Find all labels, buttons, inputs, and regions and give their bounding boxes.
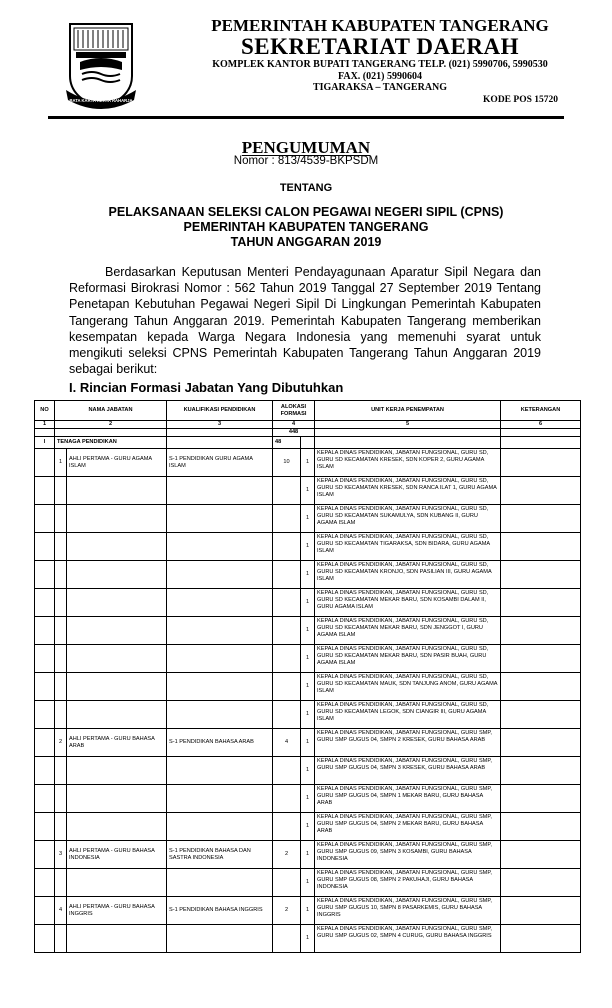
row-keterangan	[501, 477, 581, 505]
row-no	[35, 477, 55, 505]
row-alokasi-total	[273, 757, 301, 785]
row-keterangan	[501, 449, 581, 477]
announcement-tentang: TENTANG	[279, 182, 333, 194]
row-nama-jabatan: AHLI PERTAMA - GURU AGAMA ISLAM	[67, 449, 167, 477]
row-keterangan	[501, 589, 581, 617]
row-no	[35, 673, 55, 701]
row-keterangan	[501, 729, 581, 757]
row-nama-jabatan	[67, 757, 167, 785]
row-unit-kerja: KEPALA DINAS PENDIDIKAN, JABATAN FUNGSIONAL, GURU SMP, GURU SMP GUGUS 09, SMPN 3 KOSAMBI, GURU BAHASA INDONESIA	[315, 841, 501, 869]
row-kualifikasi	[167, 925, 273, 953]
kode-pos: KODE POS 15720	[483, 95, 558, 105]
row-no	[35, 813, 55, 841]
header-keterangan: KETERANGAN	[501, 401, 581, 421]
col-number: 5	[315, 421, 501, 429]
col-number: 1	[35, 421, 55, 429]
row-alokasi: 1	[301, 505, 315, 533]
row-nama-jabatan	[67, 533, 167, 561]
section-count: 48	[273, 437, 301, 449]
row-alokasi: 1	[301, 449, 315, 477]
row-no	[35, 449, 55, 477]
table-row	[35, 449, 581, 477]
row-alokasi-total	[273, 617, 301, 645]
row-alokasi-total	[273, 673, 301, 701]
row-alokasi: 1	[301, 925, 315, 953]
header-alokasi: ALOKASI FORMASI	[273, 401, 315, 421]
subject-line-3: TAHUN ANGGARAN 2019	[230, 235, 382, 249]
row-keterangan	[501, 701, 581, 729]
section-name: TENAGA PENDIDIKAN	[55, 437, 167, 449]
row-keterangan	[501, 757, 581, 785]
row-keterangan	[501, 785, 581, 813]
row-kualifikasi	[167, 561, 273, 589]
row-no	[35, 869, 55, 897]
row-kualifikasi	[167, 505, 273, 533]
letterhead-address: KOMPLEK KANTOR BUPATI TANGERANG TELP. (021) 5990706, 5990530	[212, 59, 548, 70]
row-alokasi-total	[273, 561, 301, 589]
row-nama-jabatan	[67, 645, 167, 673]
row-kualifikasi	[167, 617, 273, 645]
row-nama-jabatan: AHLI PERTAMA - GURU BAHASA INGGRIS	[67, 897, 167, 925]
row-alokasi-total	[273, 785, 301, 813]
table-row	[35, 729, 581, 757]
table-row	[35, 505, 581, 533]
row-sub-number	[55, 533, 67, 561]
row-keterangan	[501, 673, 581, 701]
row-sub-number: 2	[55, 729, 67, 757]
row-unit-kerja: KEPALA DINAS PENDIDIKAN, JABATAN FUNGSIONAL, GURU SMP, GURU SMP GUGUS 04, SMPN 3 KRESEK, GURU BAHASA ARAB	[315, 757, 501, 785]
row-alokasi: 1	[301, 477, 315, 505]
row-no	[35, 757, 55, 785]
row-unit-kerja: KEPALA DINAS PENDIDIKAN, JABATAN FUNGSIONAL, GURU SD, GURU SD KECAMATAN KRONJO, SDN PASILIAN III, GURU AGAMA ISLAM	[315, 561, 501, 589]
table-row	[35, 897, 581, 925]
col-number: 3	[167, 421, 273, 429]
row-kualifikasi	[167, 533, 273, 561]
table-row	[35, 477, 581, 505]
row-alokasi-total: 10	[273, 449, 301, 477]
table-row	[35, 785, 581, 813]
row-no	[35, 701, 55, 729]
row-unit-kerja: KEPALA DINAS PENDIDIKAN, JABATAN FUNGSIONAL, GURU SD, GURU SD KECAMATAN MEKAR BARU, SDN PASIR BUAH, GURU AGAMA ISLAM	[315, 645, 501, 673]
row-nama-jabatan: AHLI PERTAMA - GURU BAHASA INDONESIA	[67, 841, 167, 869]
row-nama-jabatan	[67, 673, 167, 701]
letterhead-fax: FAX. (021) 5990604	[338, 71, 422, 82]
announcement-title: PENGUMUMAN	[241, 138, 371, 157]
row-kualifikasi: S-1 PENDIDIKAN BAHASA DAN SASTRA INDONESIA	[167, 841, 273, 869]
row-sub-number	[55, 869, 67, 897]
row-no	[35, 617, 55, 645]
row-alokasi: 1	[301, 869, 315, 897]
row-no	[35, 785, 55, 813]
row-sub-number	[55, 561, 67, 589]
table-row	[35, 589, 581, 617]
row-unit-kerja: KEPALA DINAS PENDIDIKAN, JABATAN FUNGSIONAL, GURU SD, GURU SD KECAMATAN TIGARAKSA, SDN BIDARA, GURU AGAMA ISLAM	[315, 533, 501, 561]
row-nama-jabatan	[67, 869, 167, 897]
subject-line-2: PEMERINTAH KABUPATEN TANGERANG	[183, 220, 429, 234]
col-number: 6	[501, 421, 581, 429]
table-row	[35, 841, 581, 869]
formation-table	[34, 400, 580, 953]
kabupaten-tangerang-logo	[62, 20, 140, 110]
row-sub-number	[55, 645, 67, 673]
announcement-number: Nomor : 813/4539-BKPSDM	[233, 155, 379, 167]
row-alokasi: 1	[301, 617, 315, 645]
table-row	[35, 533, 581, 561]
row-sub-number	[55, 785, 67, 813]
svg-text:BATA KARTA KERTA RAHARJA: BATA KARTA KERTA RAHARJA	[69, 98, 133, 103]
header-unit-kerja: UNIT KERJA PENEMPATAN	[315, 401, 501, 421]
row-unit-kerja: KEPALA DINAS PENDIDIKAN, JABATAN FUNGSIONAL, GURU SD, GURU SD KECAMATAN LEGOK, SDN CIANGIR III, GURU AGAMA ISLAM	[315, 701, 501, 729]
row-sub-number	[55, 589, 67, 617]
row-unit-kerja: KEPALA DINAS PENDIDIKAN, JABATAN FUNGSIONAL, GURU SMP, GURU SMP GUGUS 04, SMPN 2 MEKAR BARU, GURU BAHASA ARAB	[315, 813, 501, 841]
row-sub-number	[55, 813, 67, 841]
row-unit-kerja: KEPALA DINAS PENDIDIKAN, JABATAN FUNGSIONAL, GURU SMP, GURU SMP GUGUS 02, SMPN 4 CURUG, GURU BAHASA INGGRIS	[315, 925, 501, 953]
row-alokasi: 1	[301, 897, 315, 925]
letterhead-line2: SEKRETARIAT DAERAH	[240, 34, 520, 59]
row-no	[35, 729, 55, 757]
row-nama-jabatan	[67, 477, 167, 505]
row-sub-number: 3	[55, 841, 67, 869]
row-alokasi: 1	[301, 589, 315, 617]
row-alokasi-total: 2	[273, 841, 301, 869]
row-nama-jabatan	[67, 813, 167, 841]
row-unit-kerja: KEPALA DINAS PENDIDIKAN, JABATAN FUNGSIONAL, GURU SMP, GURU SMP GUGUS 08, SMPN 2 PAKUHAJI, GURU BAHASA INDONESIA	[315, 869, 501, 897]
row-alokasi: 1	[301, 533, 315, 561]
row-unit-kerja: KEPALA DINAS PENDIDIKAN, JABATAN FUNGSIONAL, GURU SD, GURU SD KECAMATAN MAUK, SDN TANJUNG ANOM, GURU AGAMA ISLAM	[315, 673, 501, 701]
row-kualifikasi	[167, 477, 273, 505]
subject-line-1: PELAKSANAAN SELEKSI CALON PEGAWAI NEGERI SIPIL (CPNS)	[108, 205, 504, 219]
col-number: 4	[273, 421, 315, 429]
row-alokasi: 1	[301, 645, 315, 673]
letterhead-line1: PEMERINTAH KABUPATEN TANGERANG	[211, 16, 549, 35]
row-alokasi-total	[273, 701, 301, 729]
row-nama-jabatan	[67, 617, 167, 645]
row-no	[35, 925, 55, 953]
row-no	[35, 841, 55, 869]
row-alokasi: 1	[301, 813, 315, 841]
row-alokasi-total	[273, 589, 301, 617]
row-keterangan	[501, 925, 581, 953]
row-no	[35, 533, 55, 561]
row-unit-kerja: KEPALA DINAS PENDIDIKAN, JABATAN FUNGSIONAL, GURU SMP, GURU SMP GUGUS 10, SMPN 8 PASARKEMIS, GURU BAHASA INGGRIS	[315, 897, 501, 925]
row-sub-number	[55, 701, 67, 729]
header-divider	[48, 116, 564, 119]
row-no	[35, 505, 55, 533]
row-nama-jabatan	[67, 561, 167, 589]
row-kualifikasi: S-1 PENDIDIKAN BAHASA INGGRIS	[167, 897, 273, 925]
table-row	[35, 561, 581, 589]
table-row	[35, 617, 581, 645]
table-row	[35, 869, 581, 897]
row-sub-number: 1	[55, 449, 67, 477]
section-no: I	[35, 437, 55, 449]
row-sub-number	[55, 477, 67, 505]
total-formasi: 448	[273, 429, 315, 437]
row-kualifikasi	[167, 813, 273, 841]
row-nama-jabatan	[67, 701, 167, 729]
row-keterangan	[501, 561, 581, 589]
row-unit-kerja: KEPALA DINAS PENDIDIKAN, JABATAN FUNGSIONAL, GURU SD, GURU SD KECAMATAN MEKAR BARU, SDN KOSAMBI DALAM II, GURU AGAMA ISLAM	[315, 589, 501, 617]
row-nama-jabatan	[67, 785, 167, 813]
row-kualifikasi	[167, 757, 273, 785]
row-no	[35, 645, 55, 673]
row-sub-number	[55, 757, 67, 785]
row-sub-number	[55, 673, 67, 701]
row-no	[35, 897, 55, 925]
row-unit-kerja: KEPALA DINAS PENDIDIKAN, JABATAN FUNGSIONAL, GURU SD, GURU SD KECAMATAN MEKAR BARU, SDN JENGGOT I, GURU AGAMA ISLAM	[315, 617, 501, 645]
row-alokasi: 1	[301, 561, 315, 589]
row-alokasi-total	[273, 645, 301, 673]
row-keterangan	[501, 897, 581, 925]
table-row	[35, 925, 581, 953]
row-alokasi: 1	[301, 701, 315, 729]
row-alokasi-total	[273, 505, 301, 533]
row-no	[35, 561, 55, 589]
header-no: NO	[35, 401, 55, 421]
row-kualifikasi	[167, 645, 273, 673]
row-nama-jabatan: AHLI PERTAMA - GURU BAHASA ARAB	[67, 729, 167, 757]
row-alokasi: 1	[301, 785, 315, 813]
row-kualifikasi	[167, 701, 273, 729]
row-alokasi-total: 4	[273, 729, 301, 757]
table-row	[35, 757, 581, 785]
row-keterangan	[501, 813, 581, 841]
row-alokasi-total	[273, 925, 301, 953]
row-keterangan	[501, 533, 581, 561]
letterhead-city: TIGARAKSA – TANGERANG	[312, 82, 448, 93]
row-keterangan	[501, 841, 581, 869]
row-alokasi: 1	[301, 673, 315, 701]
header-kualifikasi: KUALIFIKASI PENDIDIKAN	[167, 401, 273, 421]
row-keterangan	[501, 505, 581, 533]
row-sub-number	[55, 617, 67, 645]
row-unit-kerja: KEPALA DINAS PENDIDIKAN, JABATAN FUNGSIONAL, GURU SMP, GURU SMP GUGUS 04, SMPN 1 MEKAR BARU, GURU BAHASA ARAB	[315, 785, 501, 813]
row-kualifikasi	[167, 869, 273, 897]
row-kualifikasi: S-1 PENDIDIKAN BAHASA ARAB	[167, 729, 273, 757]
row-unit-kerja: KEPALA DINAS PENDIDIKAN, JABATAN FUNGSIONAL, GURU SD, GURU SD KECAMATAN SUKAMULYA, SDN KUBANG II, GURU AGAMA ISLAM	[315, 505, 501, 533]
row-nama-jabatan	[67, 589, 167, 617]
row-keterangan	[501, 645, 581, 673]
header-nama-jabatan: NAMA JABATAN	[55, 401, 167, 421]
table-row	[35, 645, 581, 673]
section-title: I. Rincian Formasi Jabatan Yang Dibutuhkan	[69, 380, 344, 395]
row-nama-jabatan	[67, 505, 167, 533]
row-alokasi: 1	[301, 841, 315, 869]
row-kualifikasi	[167, 785, 273, 813]
row-kualifikasi	[167, 673, 273, 701]
col-number: 2	[55, 421, 167, 429]
row-alokasi: 1	[301, 757, 315, 785]
row-alokasi-total	[273, 869, 301, 897]
row-sub-number	[55, 925, 67, 953]
intro-paragraph: Berdasarkan Keputusan Menteri Pendayagunaan Aparatur Sipil Negara dan Reformasi Birokrasi Nomor : 562 Tahun 2019 Tanggal 27 September 2019 Tentang Penetapan Kebutuhan Pegawai Negeri Sipil Di Lingkungan Pemerintah Kabupaten Tangerang Tahun Anggaran 2019. Pemerintah Kabupaten Tangerang memberikan kesempatan kepada Warga Negara Indonesia yang memenuhi syarat untuk mengikuti seleksi CPNS Pemerintah Kabupaten Tangerang Tahun Anggaran 2019 sebagai berikut:	[69, 265, 541, 377]
row-keterangan	[501, 617, 581, 645]
row-nama-jabatan	[67, 925, 167, 953]
row-alokasi-total: 2	[273, 897, 301, 925]
row-unit-kerja: KEPALA DINAS PENDIDIKAN, JABATAN FUNGSIONAL, GURU SD, GURU SD KECAMATAN KRESEK, SDN RANCA ILAT 1, GURU AGAMA ISLAM	[315, 477, 501, 505]
row-unit-kerja: KEPALA DINAS PENDIDIKAN, JABATAN FUNGSIONAL, GURU SD, GURU SD KECAMATAN KRESEK, SDN KOPER 2, GURU AGAMA ISLAM	[315, 449, 501, 477]
row-sub-number	[55, 505, 67, 533]
row-kualifikasi	[167, 589, 273, 617]
table-row	[35, 813, 581, 841]
row-no	[35, 589, 55, 617]
table-row	[35, 701, 581, 729]
row-unit-kerja: KEPALA DINAS PENDIDIKAN, JABATAN FUNGSIONAL, GURU SMP, GURU SMP GUGUS 04, SMPN 2 KRESEK, GURU BAHASA ARAB	[315, 729, 501, 757]
row-alokasi-total	[273, 477, 301, 505]
row-alokasi-total	[273, 813, 301, 841]
row-alokasi: 1	[301, 729, 315, 757]
row-keterangan	[501, 869, 581, 897]
row-alokasi-total	[273, 533, 301, 561]
table-row	[35, 673, 581, 701]
row-sub-number: 4	[55, 897, 67, 925]
row-kualifikasi: S-1 PENDIDIKAN GURU AGAMA ISLAM	[167, 449, 273, 477]
